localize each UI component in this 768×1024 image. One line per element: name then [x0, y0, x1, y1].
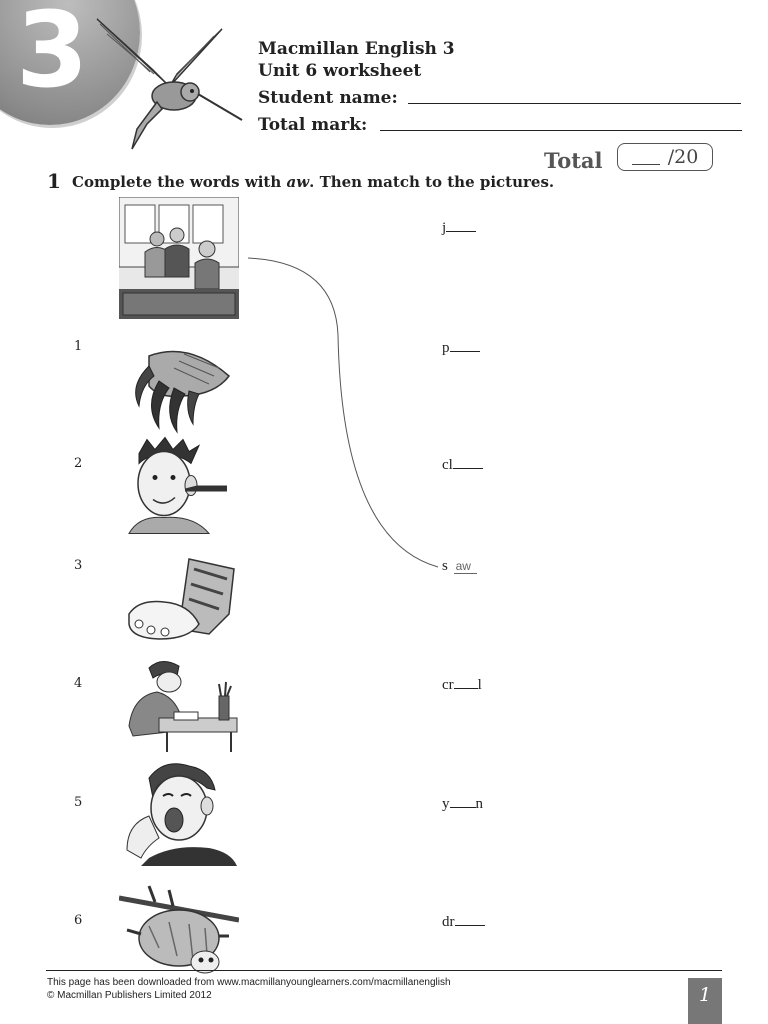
total-label: Total: [544, 148, 603, 173]
blank-field[interactable]: [450, 339, 480, 352]
total-score-max: /20: [667, 146, 699, 168]
word-item[interactable]: cr l: [442, 677, 482, 693]
drawing-boy-picture[interactable]: [119, 645, 239, 767]
footer-divider: [46, 970, 722, 971]
picture-number: 3: [74, 558, 83, 573]
yawn-picture[interactable]: [119, 752, 239, 874]
ear-picture[interactable]: [119, 425, 239, 547]
hummingbird-icon: [92, 14, 247, 154]
blank-field[interactable]: [446, 219, 476, 232]
word-item[interactable]: j: [442, 219, 476, 237]
picture-number: 5: [74, 795, 83, 810]
blank-field[interactable]: [455, 913, 485, 926]
total-mark-label: Total mark:: [258, 115, 368, 135]
total-mark-field[interactable]: [380, 130, 742, 131]
page-number: 1: [688, 978, 722, 1024]
exercise-number: 1: [47, 169, 61, 193]
word-item[interactable]: dr: [442, 913, 485, 931]
blank-field[interactable]: [450, 795, 476, 808]
word-item[interactable]: s aw: [442, 558, 477, 575]
example-answer: aw: [454, 559, 477, 574]
word-item[interactable]: cl: [442, 456, 483, 474]
picture-number: 2: [74, 456, 83, 471]
bus-passengers-picture[interactable]: [119, 197, 239, 319]
total-score-blank[interactable]: [632, 150, 660, 165]
total-score-box[interactable]: [617, 143, 713, 171]
student-name-field[interactable]: [408, 103, 741, 104]
worksheet-title: Macmillan English 3: [258, 39, 455, 59]
picture-number: 4: [74, 676, 83, 691]
blank-field[interactable]: [453, 456, 483, 469]
exercise-instruction: Complete the words with aw. Then match to the pictures.: [72, 173, 555, 191]
worksheet-subtitle: Unit 6 worksheet: [258, 61, 422, 81]
picture-number: 6: [74, 913, 83, 928]
download-note: This page has been downloaded from www.macmillanyounglearners.com/macmillanenglish: [47, 977, 451, 988]
copyright: © Macmillan Publishers Limited 2012: [47, 990, 212, 1001]
word-item[interactable]: y n: [442, 796, 483, 812]
unit-number: 3: [16, 0, 89, 111]
word-item[interactable]: p: [442, 339, 480, 357]
blank-field[interactable]: [454, 676, 478, 689]
picture-number: 1: [74, 339, 83, 354]
student-name-label: Student name:: [258, 88, 398, 108]
